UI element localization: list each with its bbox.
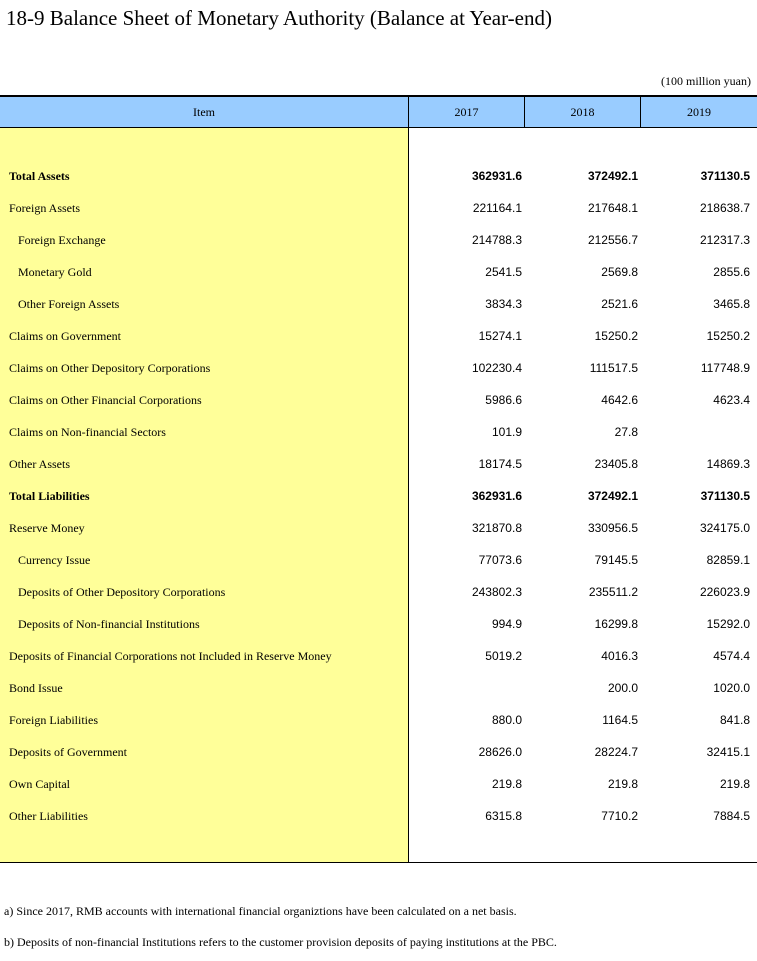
value-2017: 3834.3 — [485, 297, 522, 311]
table-row — [0, 384, 757, 416]
header-year-2018: 2018 — [525, 97, 641, 128]
value-2017: 243802.3 — [471, 585, 522, 599]
value-2019 — [641, 416, 750, 448]
value-2019: 7884.5 — [713, 809, 750, 823]
row-label: Claims on Government — [9, 329, 121, 343]
table-row — [0, 544, 757, 576]
table-row — [0, 160, 757, 192]
value-2018: 2521.6 — [601, 297, 638, 311]
value-2019: 1020.0 — [713, 681, 750, 695]
value-2017: 102230.4 — [471, 361, 522, 375]
header-year-2017: 2017 — [409, 97, 525, 128]
table-row — [0, 352, 757, 384]
table-row — [0, 192, 757, 224]
value-2019: 841.8 — [719, 713, 750, 727]
footnote-b: b) Deposits of non-financial Institutions refers to the customer provision deposits of paying institutions at the PBC. — [4, 935, 557, 949]
header-year-2019: 2019 — [687, 105, 711, 119]
unit-label: (100 million yuan) — [661, 74, 751, 88]
value-2019: 219.8 — [719, 777, 750, 791]
value-2017: 77073.6 — [478, 553, 522, 567]
row-label: Reserve Money — [9, 521, 85, 535]
value-2018: 2569.8 — [601, 265, 638, 279]
table-row — [0, 320, 757, 352]
value-2018: 1164.5 — [602, 713, 638, 727]
value-2017: 28626.0 — [478, 745, 522, 759]
value-2018: 217648.1 — [587, 201, 638, 215]
value-2018: 200.0 — [607, 681, 638, 695]
table-row — [0, 768, 757, 800]
row-label: Deposits of Other Depository Corporations — [18, 585, 226, 599]
row-label: Deposits of Financial Corporations not Included in Reserve Money — [9, 649, 332, 663]
row-label: Currency Issue — [18, 553, 91, 567]
value-2019: 82859.1 — [706, 553, 750, 567]
row-label: Deposits of Government — [9, 745, 127, 759]
row-label: Foreign Exchange — [18, 233, 106, 247]
value-2019: 15250.2 — [706, 329, 750, 343]
value-2019: 32415.1 — [706, 745, 750, 759]
value-2019: 4574.4 — [713, 649, 750, 663]
value-2018: 219.8 — [607, 777, 638, 791]
value-2018: 7710.2 — [601, 809, 638, 823]
value-2019: 117748.9 — [700, 361, 750, 375]
table-row — [0, 512, 757, 544]
value-2018: 23405.8 — [594, 457, 638, 471]
value-2017: 2541.5 — [485, 265, 522, 279]
table-row — [0, 800, 757, 832]
value-2019: 371130.5 — [700, 489, 750, 503]
value-2017: 362931.6 — [471, 489, 522, 503]
value-2018: 15250.2 — [594, 329, 638, 343]
row-label: Claims on Other Depository Corporations — [9, 361, 211, 375]
value-2017: 994.9 — [491, 617, 522, 631]
value-2017: 880.0 — [491, 713, 522, 727]
value-2018: 235511.2 — [588, 585, 638, 599]
table-bottom-border — [0, 862, 757, 863]
balance-sheet-table — [0, 95, 757, 863]
page-title: 18-9 Balance Sheet of Monetary Authority (Balance at Year-end) — [6, 6, 552, 30]
row-label: Own Capital — [9, 777, 70, 791]
value-2017: 219.8 — [491, 777, 522, 791]
row-label: Other Assets — [9, 457, 70, 471]
value-2018: 79145.5 — [594, 553, 638, 567]
value-2017: 15274.1 — [478, 329, 522, 343]
value-2017: 6315.8 — [485, 809, 522, 823]
value-2017: 221164.1 — [472, 201, 522, 215]
table-row — [0, 480, 757, 512]
table-row — [0, 736, 757, 768]
value-2019: 324175.0 — [699, 521, 750, 535]
table-row — [0, 608, 757, 640]
header-item: Item — [0, 97, 409, 128]
value-2019: 15292.0 — [706, 617, 750, 631]
table-row — [0, 256, 757, 288]
footnote-a: a) Since 2017, RMB accounts with international financial organiztions have been calculated on a net basis. — [4, 904, 517, 918]
table-row — [0, 224, 757, 256]
value-2019: 218638.7 — [699, 201, 750, 215]
value-2019: 3465.8 — [713, 297, 750, 311]
value-2018: 4642.6 — [601, 393, 638, 407]
value-2018: 372492.1 — [587, 169, 638, 183]
value-2017: 362931.6 — [471, 169, 522, 183]
table-row — [0, 704, 757, 736]
table-header-row — [0, 95, 757, 128]
value-2017: 214788.3 — [471, 233, 522, 247]
value-2018: 212556.7 — [587, 233, 638, 247]
row-label: Other Foreign Assets — [18, 297, 120, 311]
row-label: Foreign Assets — [9, 201, 81, 215]
row-label: Claims on Non-financial Sectors — [9, 425, 166, 439]
value-2019: 2855.6 — [713, 265, 750, 279]
value-2019: 212317.3 — [699, 233, 750, 247]
row-label: Foreign Liabilities — [9, 713, 98, 727]
row-label: Monetary Gold — [18, 265, 92, 279]
value-2018: 16299.8 — [594, 617, 638, 631]
value-2018: 372492.1 — [587, 489, 638, 503]
value-2017: 101.9 — [491, 425, 522, 439]
table-row — [0, 576, 757, 608]
row-label: Claims on Other Financial Corporations — [9, 393, 202, 407]
value-2019: 226023.9 — [699, 585, 750, 599]
value-2017: 321870.8 — [471, 521, 522, 535]
table-row — [0, 288, 757, 320]
row-label: Deposits of Non-financial Institutions — [18, 617, 200, 631]
value-2019: 4623.4 — [713, 393, 750, 407]
row-label: Bond Issue — [9, 681, 63, 695]
value-2017: 5986.6 — [485, 393, 522, 407]
value-2019: 14869.3 — [706, 457, 750, 471]
value-2018: 111517.5 — [589, 361, 638, 375]
table-row — [0, 448, 757, 480]
value-2017: 18174.5 — [478, 457, 522, 471]
value-2018: 330956.5 — [587, 521, 638, 535]
table-row — [0, 416, 757, 448]
table-row — [0, 672, 757, 704]
row-label: Total Liabilities — [9, 489, 90, 503]
value-2017 — [410, 672, 522, 704]
value-2018: 28224.7 — [594, 745, 638, 759]
value-2017: 5019.2 — [485, 649, 522, 663]
row-label: Total Assets — [9, 169, 70, 183]
table-row — [0, 640, 757, 672]
row-label: Other Liabilities — [9, 809, 88, 823]
value-2018: 27.8 — [614, 425, 638, 439]
value-2019: 371130.5 — [700, 169, 750, 183]
value-2018: 4016.3 — [601, 649, 638, 663]
